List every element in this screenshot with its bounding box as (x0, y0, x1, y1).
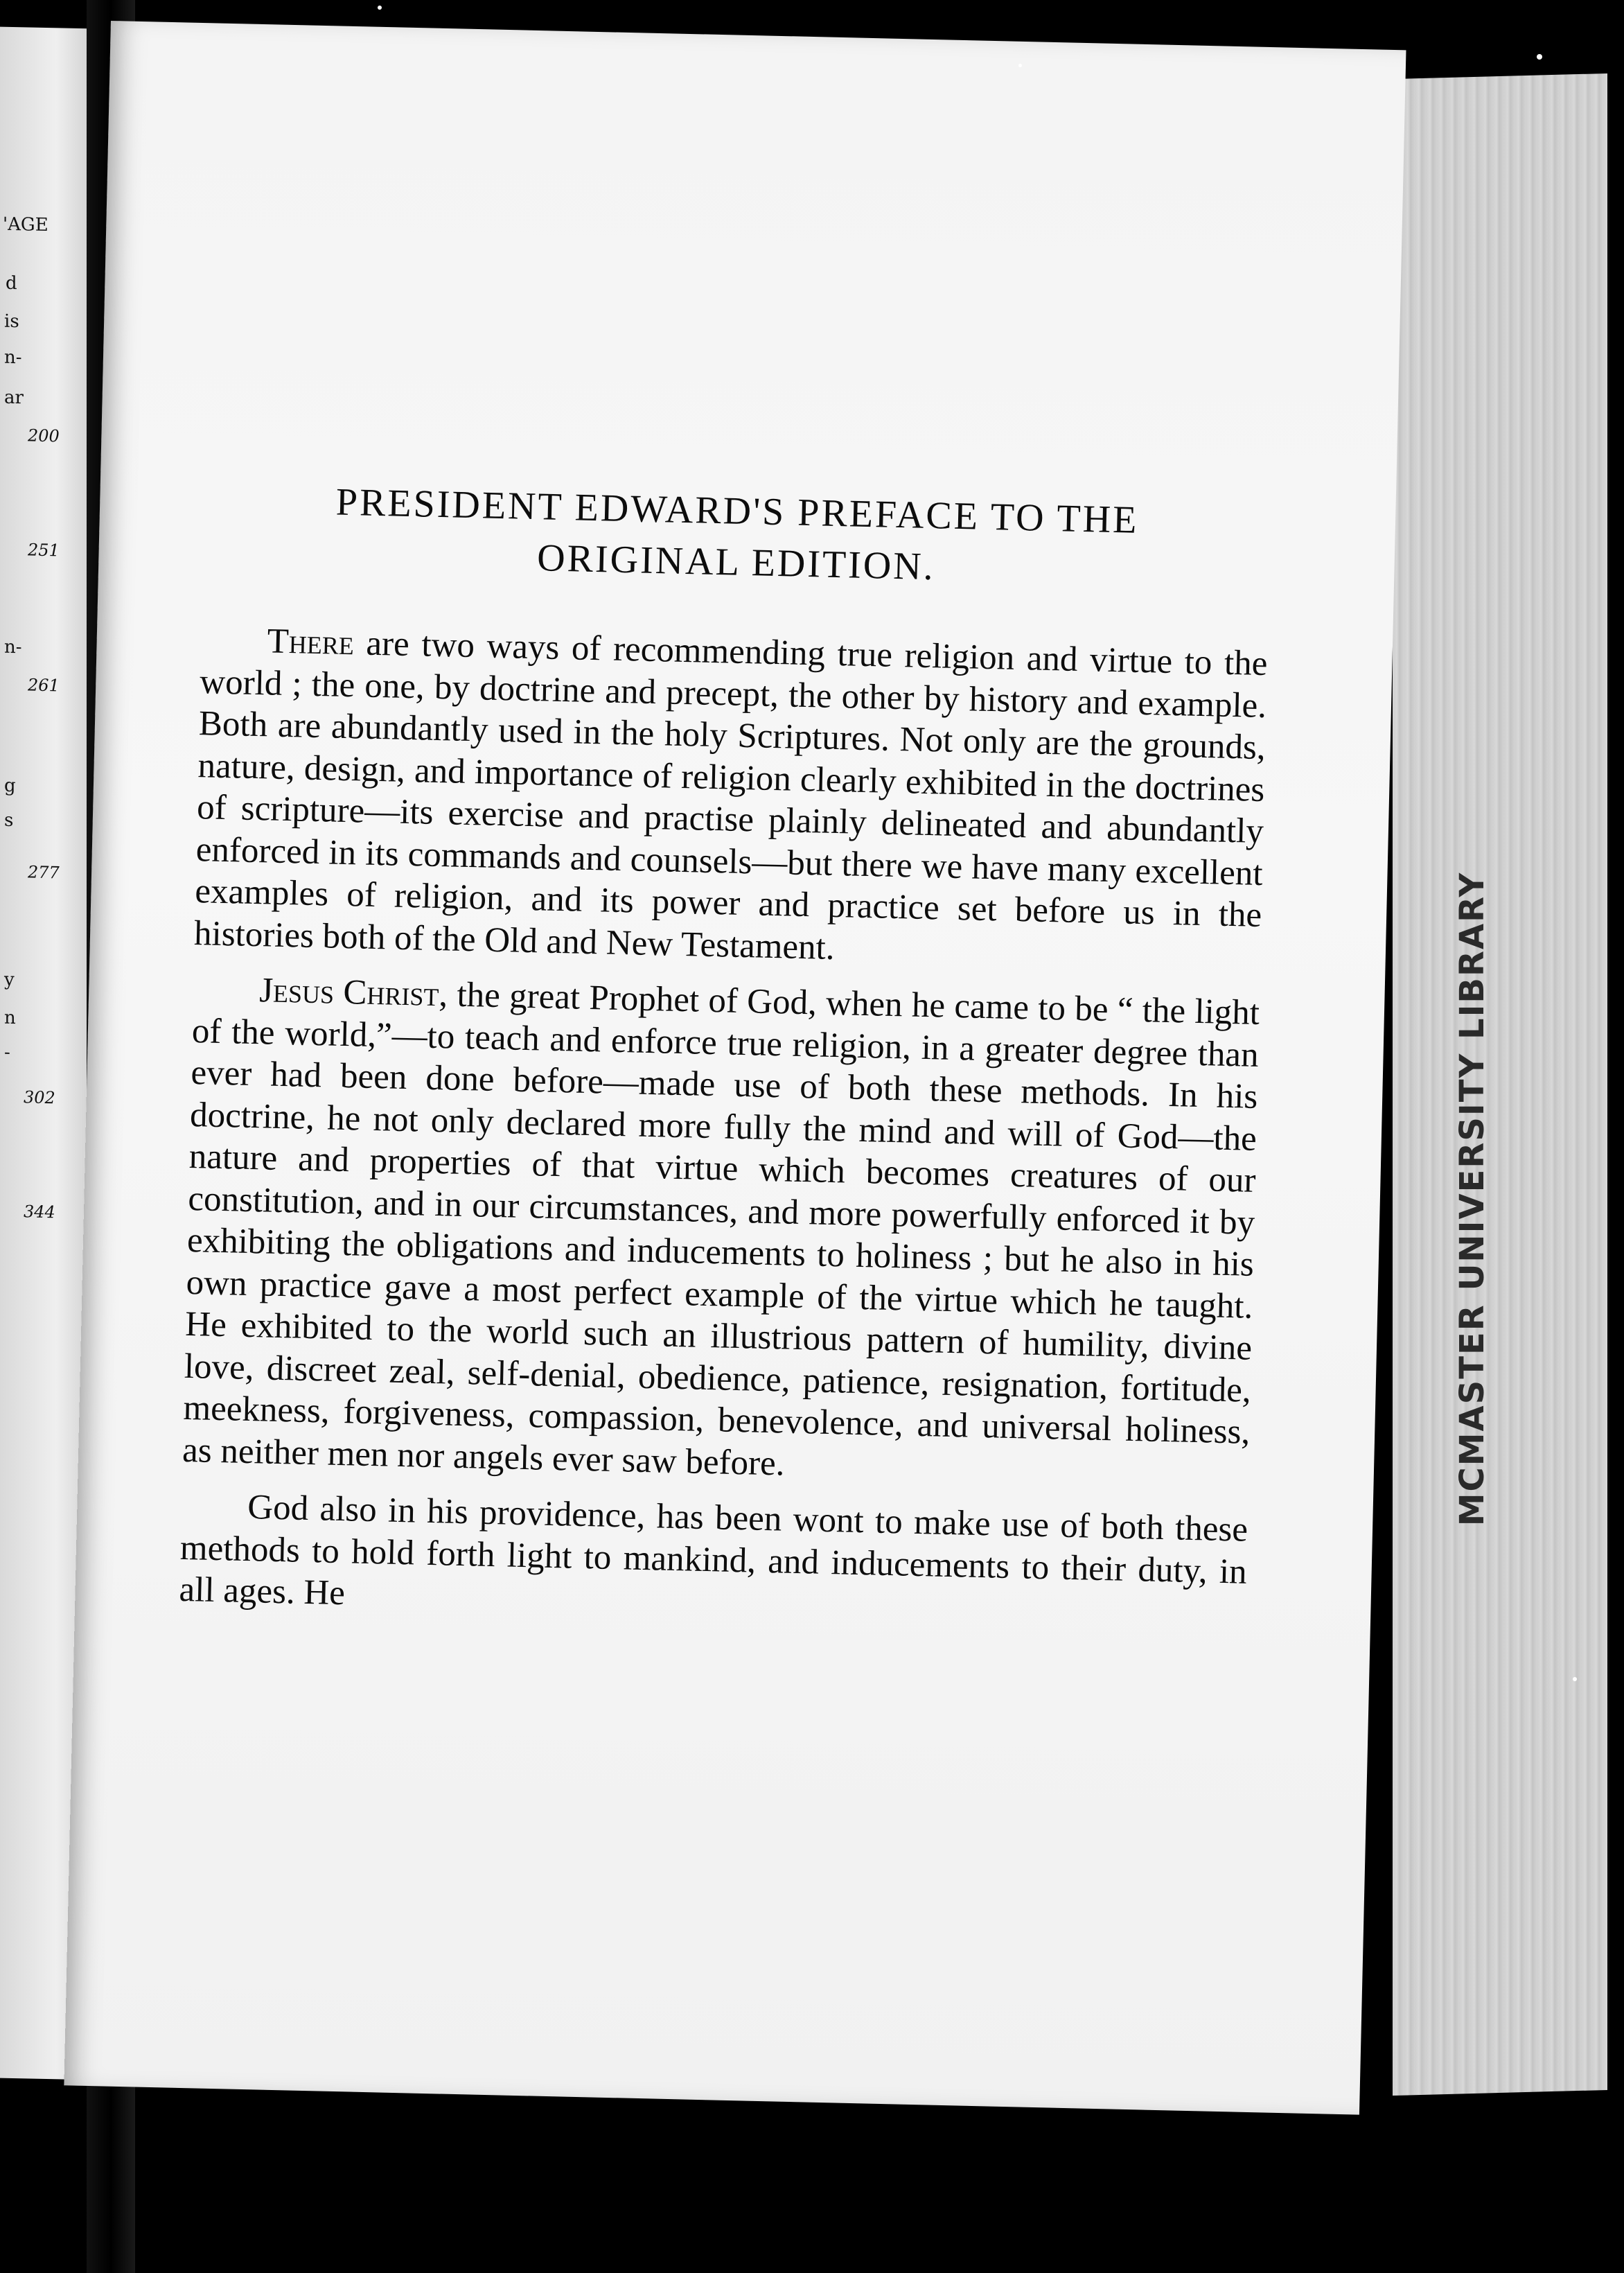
left-page-number: 261 (28, 675, 60, 696)
film-speck (1537, 54, 1542, 60)
left-page-fragment: is (4, 310, 19, 333)
left-page-number: 277 (28, 862, 60, 883)
left-page-number: 251 (28, 540, 60, 561)
left-page-fragment: n (4, 1007, 16, 1029)
film-speck (1018, 64, 1022, 67)
paragraph-3 (179, 1485, 1248, 1635)
left-page-fragment: s (4, 809, 14, 831)
preface-title (202, 473, 1271, 600)
left-page-fragment: d (6, 272, 17, 295)
left-page-fragment: n- (4, 346, 22, 369)
paragraph-2-lead: Jesus Christ, (258, 971, 448, 1015)
preface-text (179, 473, 1271, 1635)
paragraph-1-body: are two ways of recommending true religion and virtue to the world ; the one, by doctrine and precept, the other by history and example. Both are abundantly used in the holy Scriptures. Not only are the grounds, nature, design, and importance of religion clearly exhibited in the doctrines of scripture—its exercise and practise plainly delineated and abundantly enforced in its commands and counsels—but there we have many excellent examples of religion, and its power and practice set before us in the histories both of the Old and New Testament. (193, 624, 1269, 967)
paragraph-1 (193, 619, 1268, 978)
paragraph-3-body: God also in his providence, has been wont to make use of both these methods to hold forth light to mankind, and inducements to their duty, in all ages. He (179, 1488, 1248, 1613)
paragraph-2-body: the great Prophet of God, when he came to be “ the light of the world,”—to teach and enforce true religion, in a greater degree than ever had been done before—made use of both these methods. In his doctrine, he not only declared more fully the mind and will of God—the nature and properties of that virtue which becomes creatures of our constitution, and in our circumstances, and more powerfully enforced it by exhibiting the obligations and inducements to holiness ; but he also in his own practice gave a most perfect example of the virtue which he taught. He exhibited to the world such an illustrious pattern of humility, divine love, discreet zeal, self-denial, obedience, patience, resignation, fortitude, meekness, forgiveness, compassion, benevolence, and universal holiness, as neither men nor angels ever saw before. (182, 975, 1260, 1484)
left-page-fragment: ar (4, 387, 24, 409)
left-page-number: 200 (28, 425, 60, 446)
left-page-fragment: g (4, 775, 16, 797)
paragraph-1-lead: There (267, 622, 355, 663)
left-page-number: 344 (24, 1202, 55, 1222)
title-line-1: PRESIDENT EDWARD'S PREFACE TO THE (335, 480, 1140, 542)
film-speck (378, 6, 382, 10)
film-speck (1573, 1677, 1577, 1681)
left-page-fragment: - (4, 1042, 10, 1063)
title-line-2: ORIGINAL EDITION. (536, 536, 936, 589)
paragraph-2 (182, 968, 1260, 1495)
left-page-fragment: 'AGE (3, 213, 48, 236)
left-page-fragment: n- (4, 636, 22, 658)
left-page-number: 302 (24, 1087, 55, 1108)
left-page-fragment: y (4, 969, 15, 991)
library-stamp-text: MCMASTER UNIVERSITY LIBRARY (1453, 871, 1492, 1527)
library-stamp (1441, 866, 1503, 1532)
preface-page (64, 21, 1406, 2115)
